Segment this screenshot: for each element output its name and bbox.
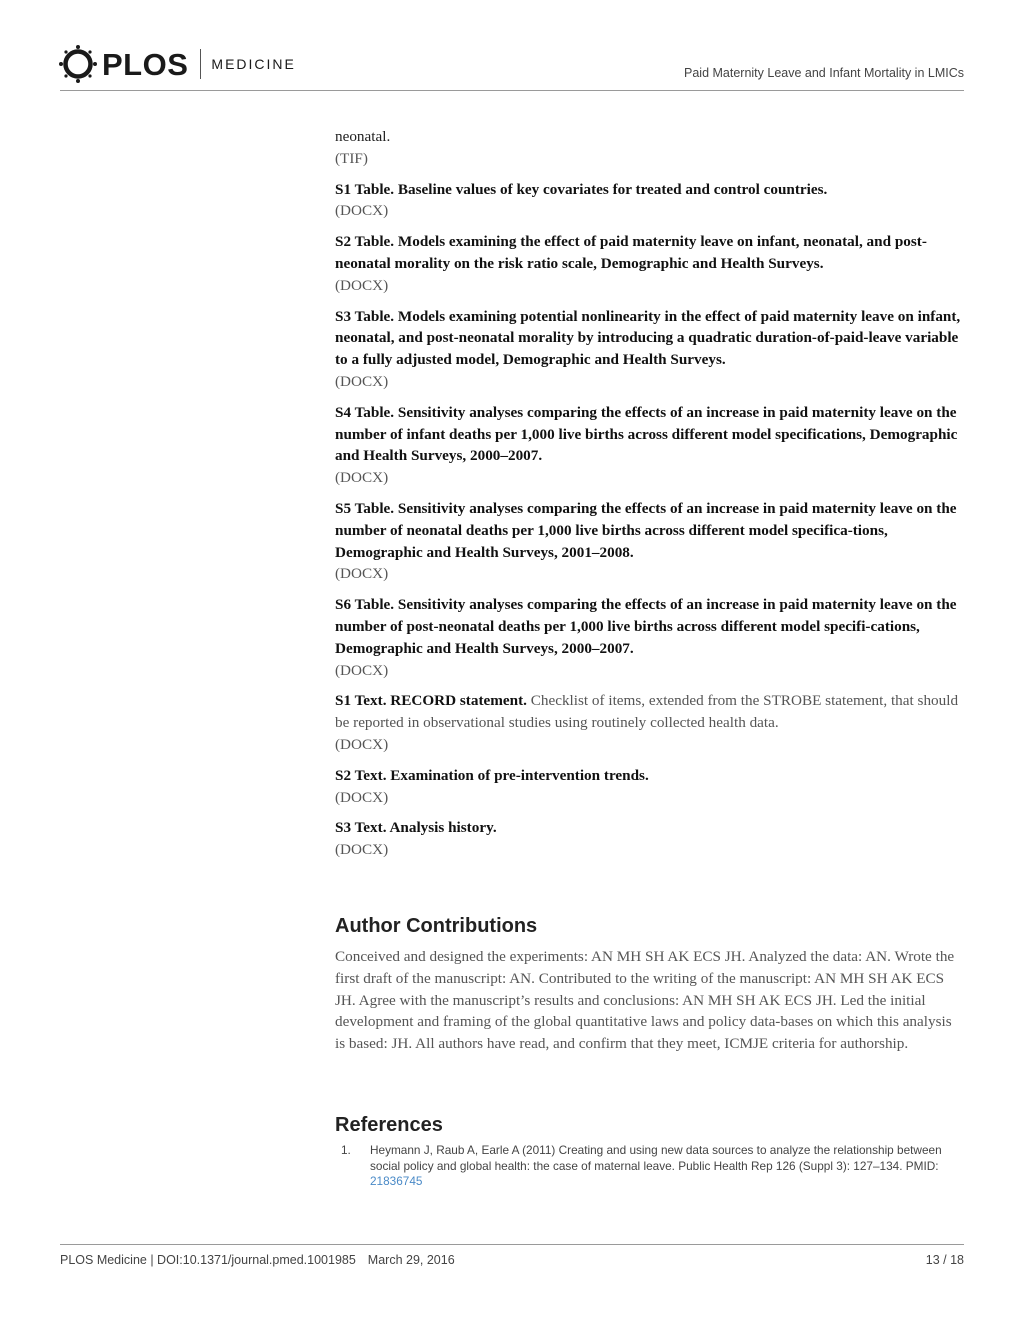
supporting-item-text: [335, 817, 965, 839]
continuation-text: neonatal.: [335, 128, 391, 145]
reference-item: [341, 1143, 961, 1190]
pmid-link[interactable]: 21836745: [370, 1174, 423, 1189]
supporting-item-title[interactable]: S6 Table. Sensitivity analyses comparing the effects of an increase in paid maternity leave on the number of post-neonatal deaths per 1,000 live births across different model specifi-cations, Demographic and Health Surveys, 2000–2007.: [335, 596, 957, 657]
footer-rule: [60, 1244, 964, 1245]
supporting-item: [335, 498, 965, 585]
supporting-item-text: [335, 765, 965, 787]
supporting-item: [335, 690, 965, 755]
supporting-item-format: (DOCX): [335, 788, 389, 806]
author-contributions-heading: Author Contributions: [335, 915, 538, 937]
supporting-item-format: (DOCX): [335, 735, 389, 753]
supporting-item-text: [335, 594, 965, 659]
supporting-item-format: (DOCX): [335, 276, 389, 294]
supporting-item: [335, 179, 965, 223]
supporting-item-text: [335, 498, 965, 563]
references-heading: References: [335, 1114, 443, 1136]
journal-logo: [58, 44, 296, 84]
header-rule: [60, 90, 964, 91]
plos-emblem-icon: [58, 44, 98, 84]
footer-date: March 29, 2016: [367, 1253, 455, 1267]
footer-citation: [60, 1253, 455, 1267]
continuation-format: (TIF): [335, 149, 368, 167]
supporting-item-title[interactable]: S1 Text. RECORD statement.: [335, 692, 527, 710]
journal-logo-text: PLOS: [102, 46, 189, 82]
supporting-item-format: (DOCX): [335, 565, 389, 583]
supporting-item-format: (DOCX): [335, 841, 389, 859]
supporting-item-text: [335, 690, 965, 734]
supporting-item-text: [335, 402, 965, 467]
running-title: Paid Maternity Leave and Infant Mortality in LMICs: [684, 66, 964, 80]
supporting-item: [335, 231, 965, 296]
supporting-item: [335, 817, 965, 861]
supporting-item: [335, 306, 965, 393]
supporting-item-title[interactable]: S1 Table. Baseline values of key covariates for treated and control countries.: [335, 180, 828, 198]
logo-divider: [200, 49, 201, 79]
supporting-item-format: (DOCX): [335, 202, 389, 220]
reference-body: [370, 1143, 961, 1190]
supporting-item-format: (DOCX): [335, 469, 389, 487]
supporting-item-text: [335, 179, 965, 201]
supporting-item-text: [335, 231, 965, 275]
supporting-item: [335, 594, 965, 681]
footer-doi: PLOS Medicine | DOI:10.1371/journal.pmed.1001985: [60, 1253, 356, 1267]
reference-number: 1.: [341, 1143, 351, 1157]
supporting-item-title[interactable]: S2 Text. Examination of pre-intervention trends.: [335, 766, 649, 784]
supporting-item-title[interactable]: S4 Table. Sensitivity analyses comparing the effects of an increase in paid maternity leave on the number of infant deaths per 1,000 live births across different model specifications, Demographic and Health Surveys, 2000–2007.: [335, 403, 958, 465]
supporting-item-text: [335, 306, 965, 371]
supporting-item-format: (DOCX): [335, 661, 389, 679]
supporting-information-list: [335, 126, 965, 861]
supporting-item-title[interactable]: S2 Table. Models examining the effect of paid maternity leave on infant, neonatal, and post-neonatal morality on the risk ratio scale, Demographic and Health Surveys.: [335, 233, 927, 272]
reference-text: Heymann J, Raub A, Earle A (2011) Creating and using new data sources to analyze the relationship between social policy and global health: the case of maternal leave. Public Health Rep 126 (Suppl 3): 127–134. PMID:: [370, 1143, 942, 1173]
journal-section: MEDICINE: [211, 56, 296, 72]
supporting-item: [335, 765, 965, 809]
page-number: 13 / 18: [925, 1253, 964, 1267]
supporting-item-description: Checklist of items, extended from the STROBE statement, that should be reported in observational studies using routinely collected health data.: [335, 692, 959, 732]
supporting-item-format: (DOCX): [335, 372, 389, 390]
supporting-item-title[interactable]: S5 Table. Sensitivity analyses comparing the effects of an increase in paid maternity leave on the number of neonatal deaths per 1,000 live births across different model specifica-tions, Demographic and Health Surveys, 2001–2008.: [335, 499, 957, 561]
supporting-item-title[interactable]: S3 Text. Analysis history.: [335, 819, 497, 837]
supporting-item: [335, 402, 965, 489]
author-contributions-text: Conceived and designed the experiments: AN MH SH AK ECS JH. Analyzed the data: AN. Wrote the first draft of the manuscript: AN. Contributed to the writing of the manuscript: AN MH SH AK ECS JH. Agree with the manuscript’s results and conclusions: AN MH SH AK ECS JH. Led the initial development and framing of the global quantitative laws and policy data-bases on which this analysis is based: JH. All authors have read, and confirm that they meet, ICMJE criteria for authorship.: [335, 948, 955, 1053]
supporting-item-title[interactable]: S3 Table. Models examining potential nonlinearity in the effect of paid maternity leave on infant, neonatal, and post-neonatal morality by introducing a quadratic duration-of-paid-leave variable to a fully adjusted model, Demographic and Health Surveys.: [335, 307, 961, 369]
